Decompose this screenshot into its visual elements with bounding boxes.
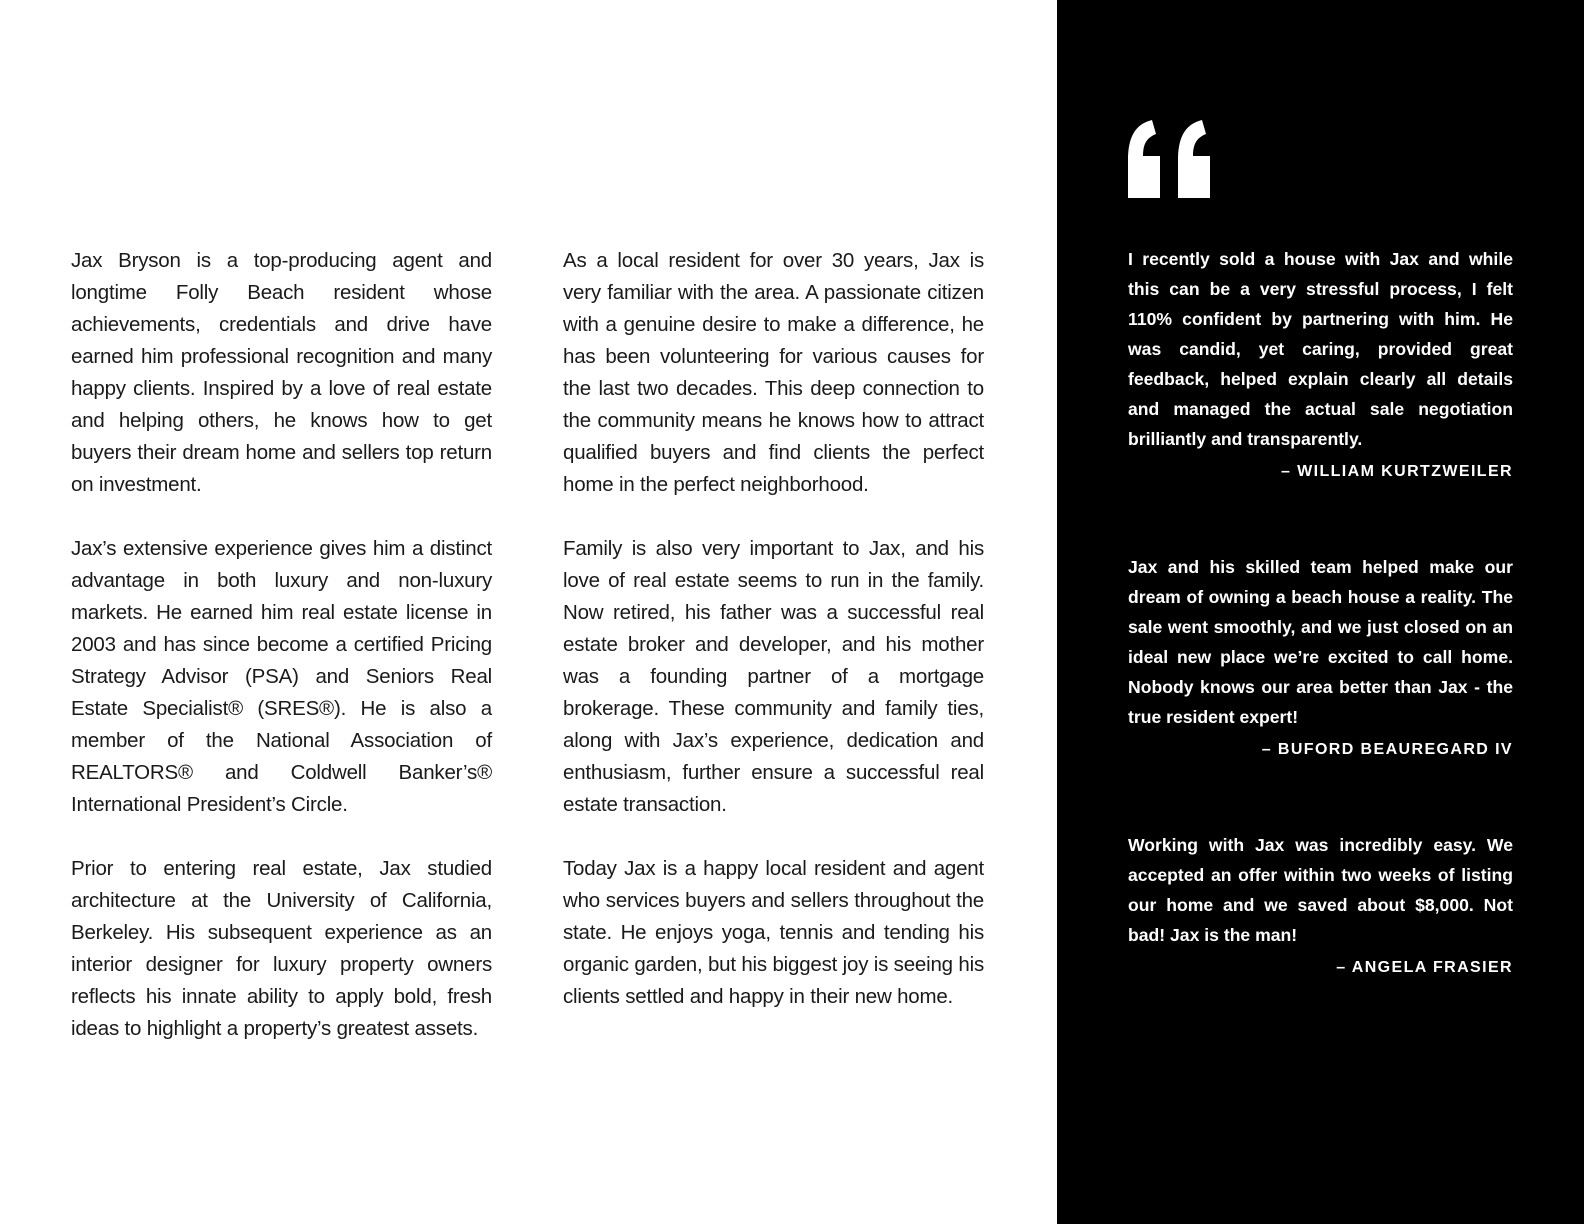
bio-paragraph: Family is also very important to Jax, and his love of real estate seems to run in the family. Now retired, his father was a successful real estate broker and developer, and his mother was a founding partner of a mortgage brokerage. These community and family ties, along with Jax’s experience, dedication and enthusiasm, further ensure a successful real estate transaction. (563, 537, 984, 816)
bio-paragraph: Prior to entering real estate, Jax studied architecture at the University of California, Berkeley. His subsequent experience as an interior designer for luxury property owners reflects his innate ability to apply bold, fresh ideas to highlight a property’s greatest assets. (71, 857, 492, 1040)
bio-paragraph: As a local resident for over 30 years, Jax is very familiar with the area. A passionate citizen with a genuine desire to make a difference, he has been volunteering for various causes for the last two decades. This deep connection to the community means he knows how to attract qualified buyers and find clients the perfect home in the perfect neighborhood. (563, 249, 984, 496)
testimonial-author: – WILLIAM KURTZWEILER (1280, 463, 1513, 480)
bio-paragraph: Jax Bryson is a top-producing agent and longtime Folly Beach resident whose achievements, credentials and drive have earned him professional recognition and many happy clients. Inspired by a love of real estate and helping others, he knows how to get buyers their dream home and sellers top return on investment. (71, 249, 492, 496)
bio-paragraph: Jax’s extensive experience gives him a distinct advantage in both luxury and non-luxury markets. He earned him real estate license in 2003 and has since become a certified Pricing Strategy Advisor (PSA) and Seniors Real Estate Specialist® (SRES®). He is also a member of the National Association of REALTORS® and Coldwell Banker’s® International President’s Circle. (71, 537, 492, 816)
bio-left-column (71, 245, 492, 1077)
testimonial-text: I recently sold a house with Jax and while this can be a very stressful process, I felt 110% confident by partnering with him. He was candid, yet caring, provided great feedback, helped explain clearly all details and managed the actual sale negotiation brilliantly and transparently. (1128, 249, 1513, 449)
testimonial (1128, 830, 1513, 978)
bio-paragraph: Today Jax is a happy local resident and agent who services buyers and sellers throughout the state. He enjoys yoga, tennis and tending his organic garden, but his biggest joy is seeing his clients settled and happy in their new home. (563, 857, 984, 1008)
testimonial (1128, 244, 1513, 482)
quote-mark-icon (1128, 120, 1214, 198)
testimonial-text: Working with Jax was incredibly easy. We accepted an offer within two weeks of listing our home and we saved about $8,000. Not bad! Jax is the man! (1128, 835, 1513, 945)
testimonial (1128, 552, 1513, 760)
testimonial-text: Jax and his skilled team helped make our dream of owning a beach house a reality. The sale went smoothly, and we just closed on an ideal new place we’re excited to call home. Nobody knows our area better than Jax - the true resident expert! (1128, 557, 1513, 727)
bio-middle-column (563, 245, 984, 1045)
testimonials-list (1128, 244, 1513, 1048)
testimonial-author: – ANGELA FRASIER (1336, 959, 1513, 976)
testimonial-author: – BUFORD BEAUREGARD IV (1261, 741, 1513, 758)
